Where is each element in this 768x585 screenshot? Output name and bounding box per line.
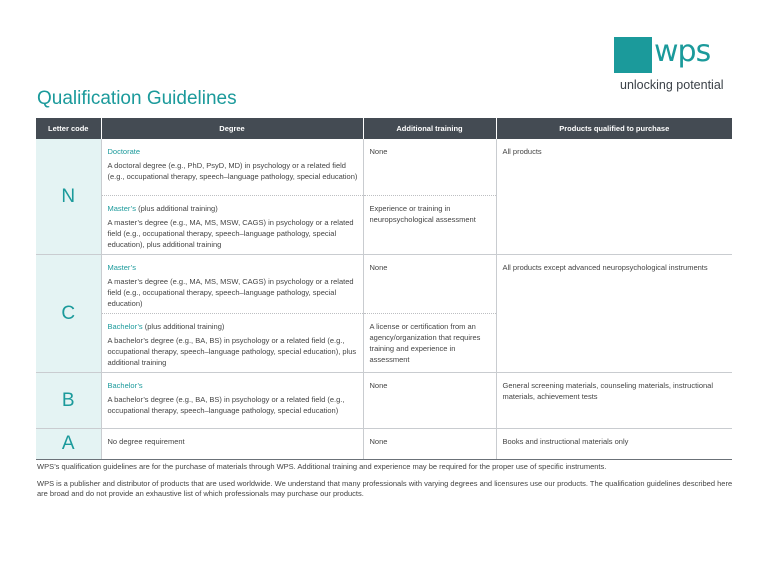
degree-title: Master’s bbox=[107, 203, 136, 213]
training-cell: A license or certification from an agency/organization that requires training and experience in assessment bbox=[363, 313, 496, 372]
degree-title: Doctorate bbox=[107, 147, 141, 156]
footnotes bbox=[37, 462, 737, 506]
degree-description: A master’s degree (e.g., MA, MS, MSW, CAGS) in psychology or a related field (e.g., occupational therapy, speech–language pathology, special education), plus additional training bbox=[107, 217, 354, 249]
degree-description: A bachelor’s degree (e.g., BA, BS) in psychology or a related field (e.g., occupational therapy, speech–language pathology, special education), plus additional training bbox=[107, 335, 357, 367]
qualification-table bbox=[36, 118, 732, 460]
degree-cell bbox=[101, 195, 363, 254]
logo-square-icon bbox=[614, 37, 652, 73]
degree-description: A doctoral degree (e.g., PhD, PsyD, MD) in psychology or a related field (e.g., occupational therapy, speech–language pathology, special education) bbox=[107, 161, 358, 181]
degree-suffix: (plus additional training) bbox=[135, 203, 218, 213]
header-degree: Degree bbox=[101, 118, 363, 139]
degree-description: A bachelor’s degree (e.g., BA, BS) in psychology or a related field (e.g., occupational therapy, speech–language pathology, special education) bbox=[107, 394, 345, 415]
table-header-row bbox=[36, 118, 732, 139]
letter-code-cell: A bbox=[36, 428, 101, 459]
table-row bbox=[36, 139, 732, 195]
header-products: Products qualified to purchase bbox=[496, 118, 732, 139]
wps-logo bbox=[614, 34, 731, 73]
products-cell: General screening materials, counseling materials, instructional materials, achievement tests bbox=[496, 372, 732, 428]
degree-cell bbox=[101, 372, 363, 428]
page-title: Qualification Guidelines bbox=[37, 88, 237, 109]
table-row bbox=[36, 428, 732, 459]
training-cell: None bbox=[363, 139, 496, 195]
training-cell: None bbox=[363, 254, 496, 313]
brand-tagline: unlocking potential bbox=[620, 78, 724, 92]
table-row bbox=[36, 254, 732, 313]
footnote-2: WPS is a publisher and distributor of products that are used worldwide. We understand that many professionals with varying degrees and licensures use our products. The qualification guidelines described here are broad and do not provide an exhaustive list of which professionals may purchase our products. bbox=[37, 479, 733, 498]
logo-wordmark: wps bbox=[654, 34, 711, 69]
table-row bbox=[36, 372, 732, 428]
logo-mark bbox=[614, 34, 731, 73]
header-additional-training: Additional training bbox=[363, 118, 496, 139]
letter-code-cell: C bbox=[36, 254, 101, 372]
letter-code-cell: B bbox=[36, 372, 101, 428]
degree-cell bbox=[101, 254, 363, 313]
training-cell: None bbox=[363, 372, 496, 428]
degree-cell bbox=[101, 139, 363, 195]
footnote-1: WPS’s qualification guidelines are for the purchase of materials through WPS. Additional training and experience may be required for the proper use of specific instruments. bbox=[37, 462, 607, 471]
products-cell: All products except advanced neuropsychological instruments bbox=[496, 254, 732, 372]
degree-cell bbox=[101, 313, 363, 372]
degree-cell bbox=[101, 428, 363, 459]
degree-title: Bachelor’s bbox=[107, 321, 143, 331]
training-cell: Experience or training in neuropsychological assessment bbox=[363, 195, 496, 254]
degree-title: Master’s bbox=[107, 262, 136, 272]
degree-suffix: (plus additional training) bbox=[142, 321, 225, 331]
products-cell: Books and instructional materials only bbox=[496, 428, 732, 459]
header-letter-code: Letter code bbox=[36, 118, 101, 139]
degree-description: No degree requirement bbox=[107, 436, 185, 446]
degree-title: Bachelor’s bbox=[107, 380, 143, 390]
training-cell: None bbox=[363, 428, 496, 459]
products-cell: All products bbox=[496, 139, 732, 254]
degree-description: A master’s degree (e.g., MA, MS, MSW, CAGS) in psychology or a related field (e.g., occupational therapy, speech–language pathology, special education) bbox=[107, 276, 354, 308]
letter-code-cell: N bbox=[36, 139, 101, 254]
